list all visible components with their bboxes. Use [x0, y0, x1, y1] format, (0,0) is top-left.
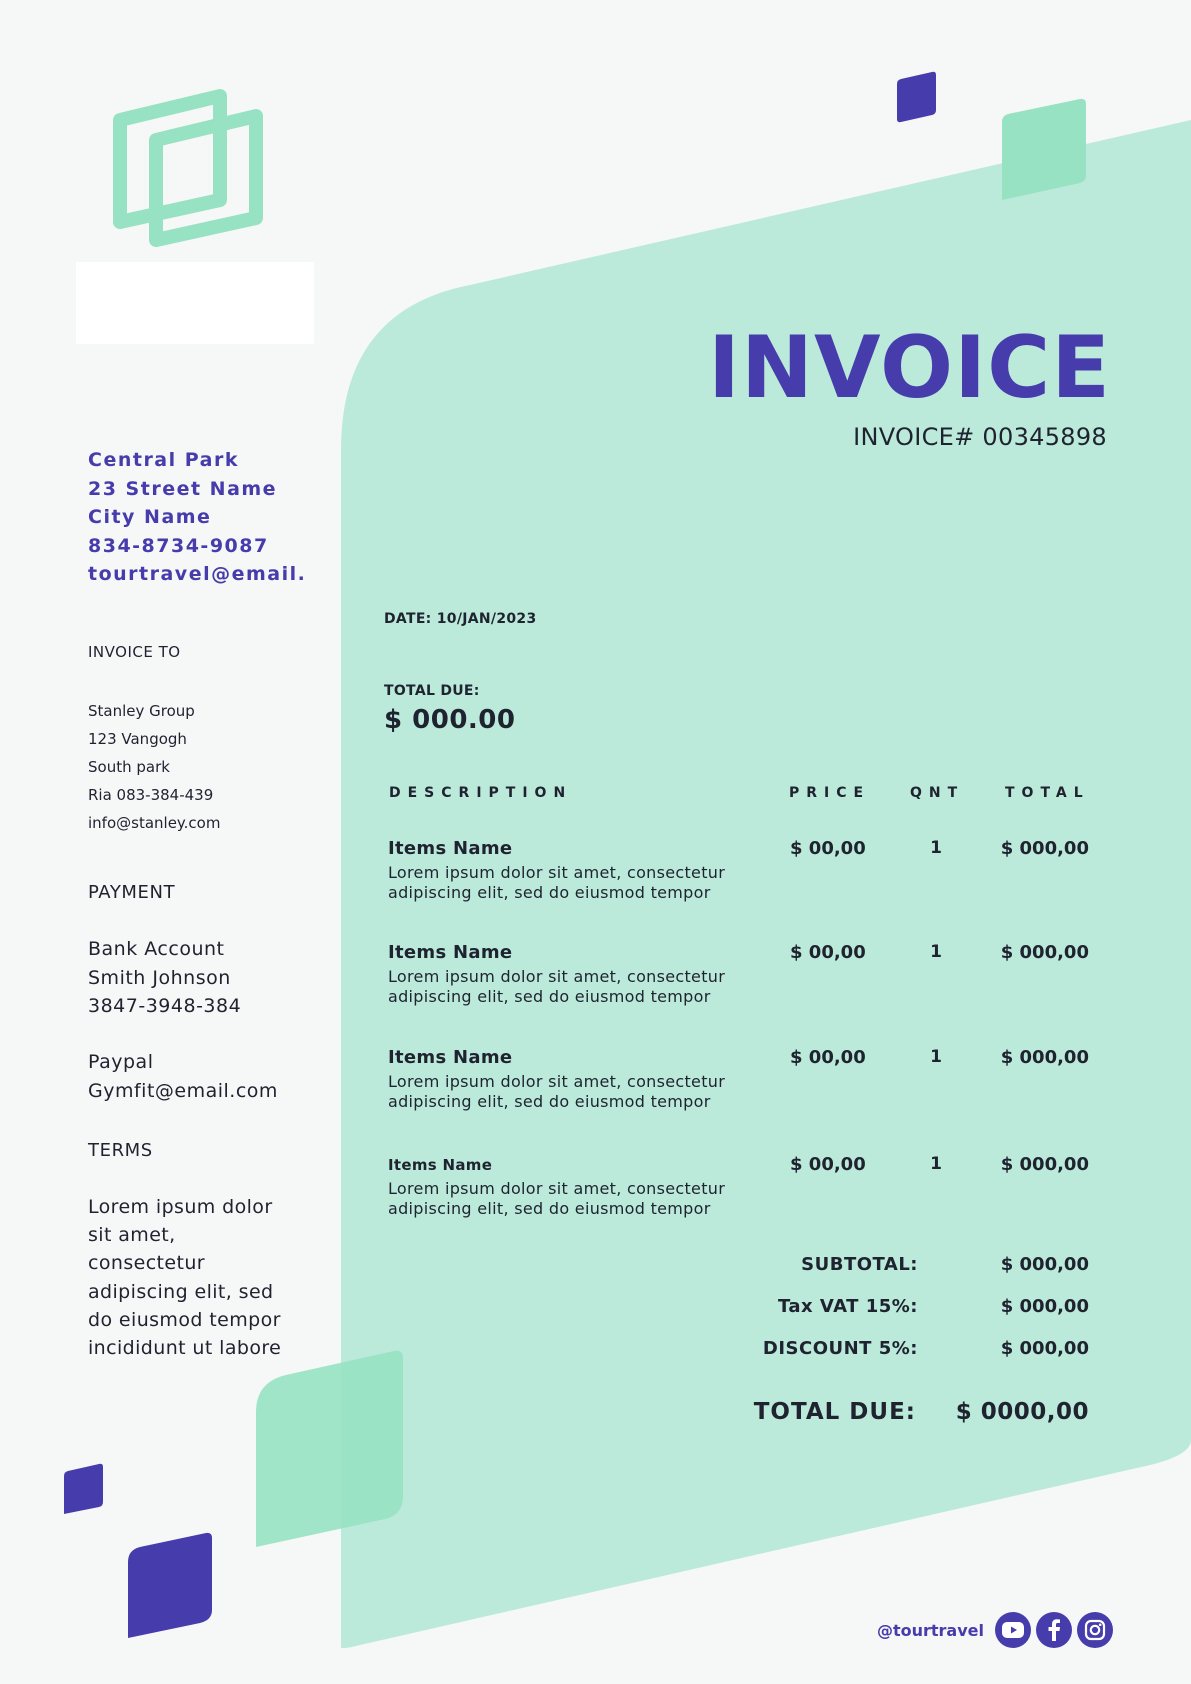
purple-square-large [128, 1533, 212, 1638]
client-line: info@stanley.com [88, 814, 221, 832]
item-price: $ 00,00 [790, 1154, 866, 1175]
logo-name-placeholder [76, 262, 314, 344]
column-header-price: PRICE [789, 785, 871, 801]
subtotal-label: SUBTOTAL: [801, 1254, 918, 1275]
mint-square-bottom [256, 1351, 403, 1547]
invoice-number: INVOICE# 00345898 [853, 423, 1107, 451]
total-due-label: TOTAL DUE: [384, 683, 480, 699]
item-total: $ 000,00 [1000, 1154, 1089, 1175]
item-description: Lorem ipsum dolor sit amet, consectetur adipiscing elit, sed do eiusmod tempor [388, 967, 726, 1006]
address-line: Central Park [88, 449, 239, 471]
item-description: Lorem ipsum dolor sit amet, consectetur adipiscing elit, sed do eiusmod tempor [388, 1179, 726, 1218]
bank-line: Smith Johnson [88, 966, 231, 989]
youtube-icon[interactable] [995, 1612, 1031, 1648]
item-total: $ 000,00 [1000, 1047, 1089, 1068]
item-price: $ 00,00 [790, 942, 866, 963]
item-price: $ 00,00 [790, 1047, 866, 1068]
purple-square-small [64, 1464, 103, 1514]
item-qty: 1 [930, 942, 942, 962]
column-header-description: DESCRIPTION [389, 785, 573, 801]
invoice-to-label: INVOICE TO [88, 643, 181, 661]
social-handle[interactable]: @tourtravel [876, 1620, 984, 1640]
client-details [88, 697, 220, 837]
item-name: Items Name [388, 1156, 493, 1174]
total-due-value: $ 000.00 [384, 705, 516, 735]
paypal-line: Gymfit@email.com [88, 1079, 278, 1102]
sender-address [88, 446, 306, 589]
address-line: tourtravel@email. [88, 563, 307, 585]
discount-value: $ 000,00 [1000, 1338, 1089, 1359]
client-line: 123 Vangogh [88, 730, 187, 748]
table-row [0, 1047, 1191, 1137]
item-description: Lorem ipsum dolor sit amet, consectetur adipiscing elit, sed do eiusmod tempor [388, 1072, 726, 1111]
item-total: $ 000,00 [1000, 942, 1089, 963]
item-total: $ 000,00 [1000, 838, 1089, 859]
item-name: Items Name [388, 838, 513, 859]
grand-total-value: $ 0000,00 [955, 1399, 1089, 1425]
item-name: Items Name [388, 942, 513, 963]
invoice-date: DATE: 10/JAN/2023 [384, 611, 537, 627]
terms-text: Lorem ipsum dolor sit amet, consectetur adipiscing elit, sed do eiusmod tempor incididunt ut labore [88, 1196, 282, 1360]
column-header-qnt: QNT [910, 785, 965, 801]
item-qty: 1 [930, 838, 942, 858]
logo-icon [120, 96, 256, 240]
client-line: South park [88, 758, 170, 776]
table-row [0, 1154, 1191, 1244]
discount-label: DISCOUNT 5%: [762, 1338, 918, 1359]
instagram-icon[interactable] [1077, 1612, 1113, 1648]
purple-square-top [897, 72, 936, 122]
grand-total-label: TOTAL DUE: [753, 1399, 916, 1425]
item-qty: 1 [930, 1047, 942, 1067]
facebook-icon[interactable] [1036, 1612, 1072, 1648]
client-line: Ria 083-384-439 [88, 786, 214, 804]
social-links [877, 1612, 1113, 1648]
vat-value: $ 000,00 [1000, 1296, 1089, 1317]
bank-line: 3847-3948-384 [88, 995, 242, 1017]
item-price: $ 00,00 [790, 838, 866, 859]
subtotal-value: $ 000,00 [1000, 1254, 1089, 1275]
column-header-total: TOTAL [1005, 785, 1090, 801]
address-line: City Name [88, 506, 212, 528]
item-qty: 1 [930, 1154, 942, 1174]
payment-label: PAYMENT [88, 882, 176, 903]
vat-label: Tax VAT 15%: [777, 1296, 918, 1317]
paypal-line: Paypal [88, 1051, 154, 1073]
invoice-title: INVOICE [708, 318, 1111, 418]
item-description: Lorem ipsum dolor sit amet, consectetur adipiscing elit, sed do eiusmod tempor [388, 863, 726, 902]
table-row [0, 838, 1191, 928]
item-name: Items Name [388, 1047, 513, 1068]
table-row [0, 942, 1191, 1032]
address-line: 23 Street Name [88, 477, 278, 500]
terms-label: TERMS [88, 1140, 153, 1161]
bank-line: Bank Account [88, 938, 225, 960]
address-line: 834-8734-9087 [88, 534, 269, 557]
client-line: Stanley Group [88, 702, 195, 720]
